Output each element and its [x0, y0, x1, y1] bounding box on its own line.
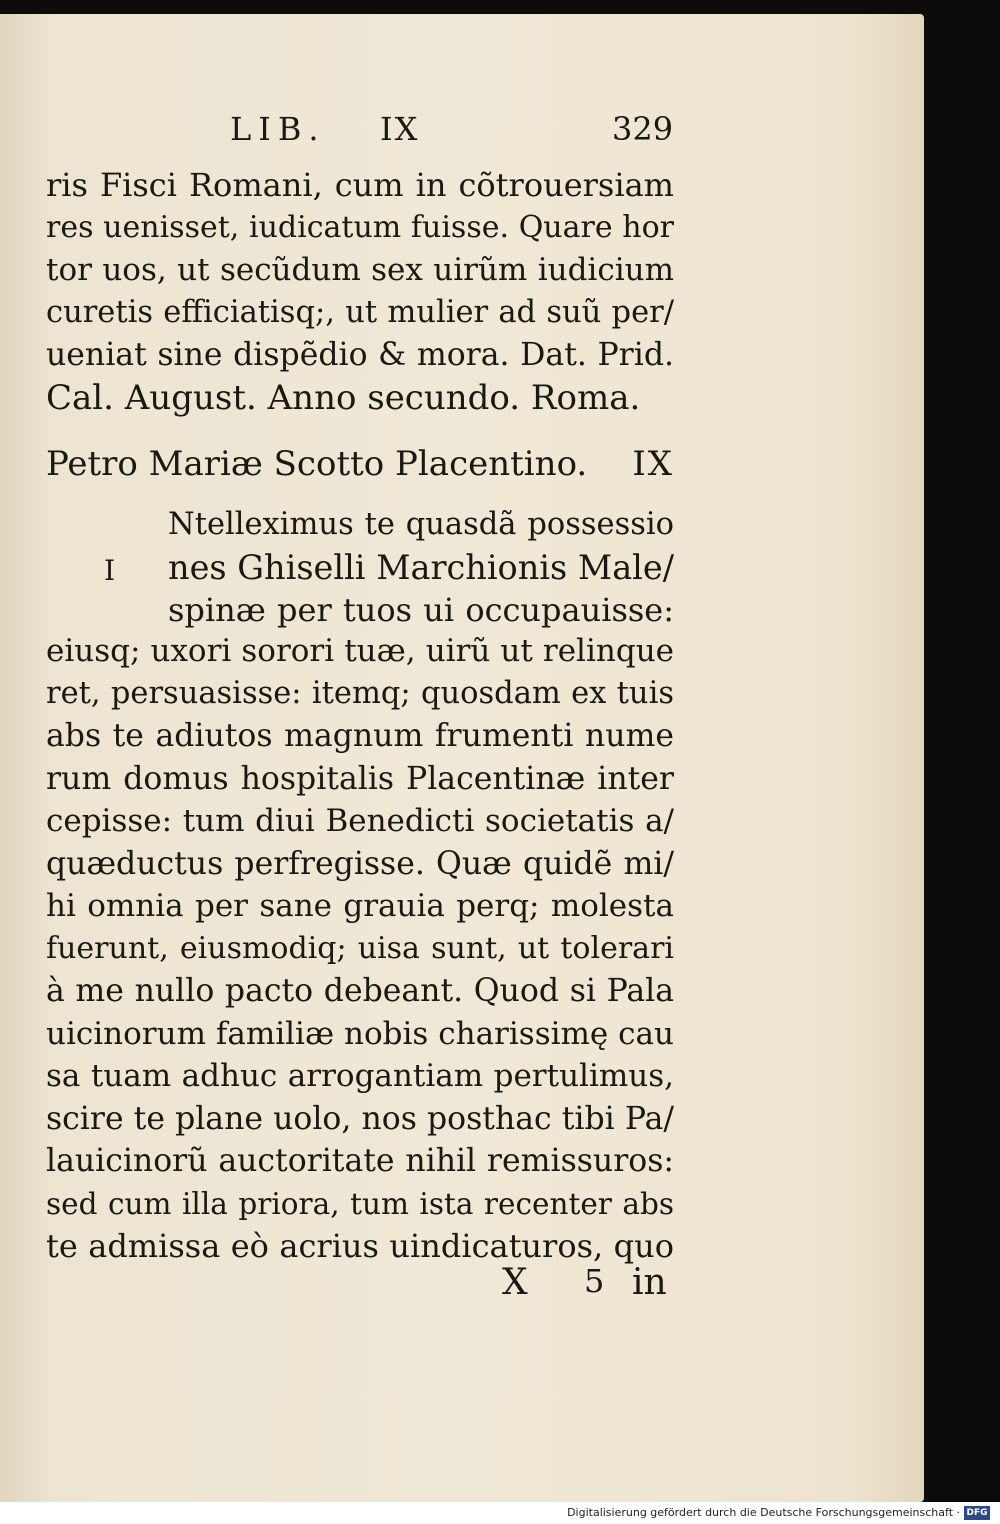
page-number: 329: [612, 110, 674, 148]
digitization-footer: [0, 1502, 1000, 1524]
signature-mark: X: [502, 1262, 528, 1303]
running-head: [0, 110, 924, 154]
text-line: tor uos, ut secũdum sex uirũm iudicium: [46, 252, 674, 288]
text-line: lauicinorũ auctoritate nihil remissuros:: [46, 1143, 674, 1179]
text-line: spinæ per tuos ui occupauisse:: [168, 591, 674, 629]
running-head-lib: LIB.: [230, 110, 326, 148]
text-line: ret, persuasisse: itemq; quosdam ex tuis: [46, 675, 674, 711]
indented-opening-lines: [168, 504, 674, 632]
text-line: Ntelleximus te quasdã possessio: [168, 507, 674, 542]
letter-addressee: Petro Mariæ Scotto Placentino.: [46, 444, 588, 484]
text-line: te admissa eò acrius uindicaturos, quo: [46, 1227, 674, 1265]
text-line: quæductus perfregisse. Quæ quidẽ mi/: [46, 845, 674, 882]
text-line: nes Ghiselli Marchionis Male/: [168, 547, 674, 587]
running-head-book: IX: [380, 110, 420, 148]
text-block-continued: [46, 164, 674, 419]
text-line: abs te adiutos magnum frumenti nume: [46, 718, 674, 754]
text-line: ris Fisci Romani, cum in cõtrouersiam: [46, 166, 674, 204]
text-line: hi omnia per sane grauia perq; molesta: [46, 888, 674, 924]
text-line: cepisse: tum diui Benedicti societatis a/: [46, 803, 674, 839]
marginal-initial-guide: I: [104, 554, 116, 587]
text-line: curetis efficiatisq;, ut mulier ad suũ per/: [46, 294, 674, 330]
dfg-logo-icon: DFG: [964, 1506, 990, 1520]
text-line: sed cum illa priora, tum ista recenter abs: [46, 1186, 674, 1221]
text-line: rum domus hospitalis Placentinæ inter: [46, 760, 674, 797]
text-line: eiusq; uxori sorori tuæ, uirũ ut relinque: [46, 633, 674, 669]
text-line: ueniat sine dispẽdio & mora. Dat. Prid.: [46, 337, 674, 373]
footer-credit: Digitalisierung gefördert durch die Deutsche Forschungsgemeinschaft ·: [567, 1506, 960, 1519]
text-line: res uenisset, iudicatum fuisse. Quare hor: [46, 209, 674, 245]
letter-body: [46, 630, 674, 1268]
text-line: sa tuam adhuc arrogantiam pertulimus,: [46, 1058, 674, 1094]
signature-number: 5: [584, 1262, 605, 1300]
text-line: à me nullo pacto debeant. Quod si Pala: [46, 973, 674, 1009]
letter-heading: [46, 444, 674, 492]
text-line: uicinorum familiæ nobis charissimę cau: [46, 1015, 674, 1052]
text-line: Cal. August. Anno secundo. Roma.: [46, 377, 641, 418]
text-line: scire te plane uolo, nos posthac tibi Pa/: [46, 1100, 674, 1137]
text-line: fuerunt, eiusmodiq; uisa sunt, ut tolerari: [46, 930, 674, 966]
book-page: [0, 14, 924, 1502]
catchword: in: [632, 1262, 667, 1303]
letter-number: IX: [632, 444, 674, 484]
